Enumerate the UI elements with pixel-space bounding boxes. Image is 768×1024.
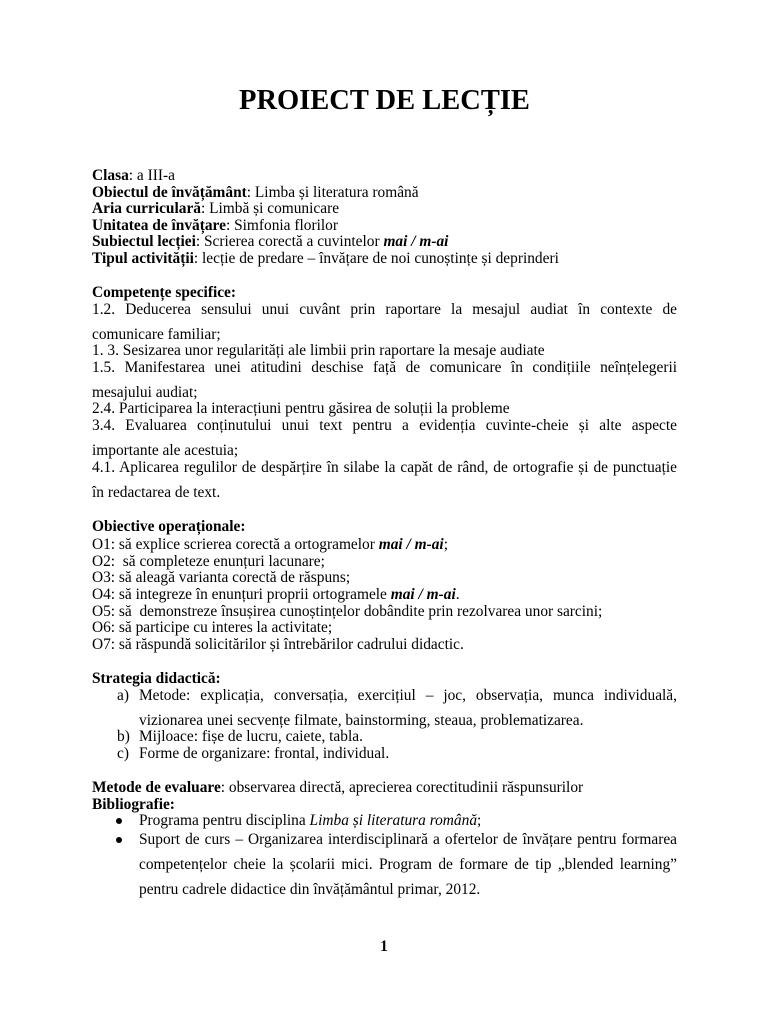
competente-heading: Competențe specifice:: [92, 284, 237, 301]
bullet-icon: [116, 837, 122, 843]
bibliografie-line: pentru cadrele didactice din învățământul primar, 2012.: [139, 881, 481, 899]
info-value: : a III-a: [128, 167, 175, 184]
evaluare-label: Metode de evaluare: [92, 779, 221, 796]
strategie-line: Mijloace: fișe de lucru, caiete, tabla.: [139, 728, 363, 746]
competente-section: [92, 285, 677, 501]
strategie-line: vizionarea unei secvențe filmate, bainstorming, steaua, problematizarea.: [139, 711, 584, 729]
strategie-line: Metode: explicația, conversația, exercițiul – joc, observația, munca individuală,: [139, 686, 677, 704]
page-number: 1: [380, 938, 388, 955]
evaluare-bibliografie-section: [92, 780, 677, 899]
obiectiv-item: [92, 570, 677, 587]
obiectiv-emphasis: mai / m-ai: [390, 585, 456, 603]
competenta-line: mesajului audiat;: [92, 383, 198, 401]
strategie-heading: Strategia didactică:: [92, 670, 221, 687]
info-label: Obiectul de învățământ: [92, 183, 247, 201]
obiectiv-item: [92, 537, 677, 554]
bullet-icon: [116, 818, 122, 824]
obiective-heading: Obiective operaționale:: [92, 518, 246, 535]
bibliografie-item: [92, 832, 677, 899]
obiectiv-item: [92, 554, 677, 571]
info-value: : Limbă și comunicare: [200, 200, 340, 218]
info-value: : Limba și literatura română: [246, 183, 419, 201]
bibliografie-text: Programa pentru disciplina: [139, 812, 310, 830]
obiectiv-text: O3: să aleagă varianta corectă de răspuns;: [92, 569, 351, 587]
info-label: Clasa: [92, 167, 129, 184]
obiectiv-item: [92, 620, 677, 637]
competenta-item: [92, 302, 677, 344]
bibliografie-end: ;: [477, 812, 482, 830]
obiective-section: [92, 519, 677, 654]
evaluare-value: : observarea directă, aprecierea corectitudinii răspunsurilor: [220, 779, 584, 796]
competenta-item: [92, 460, 677, 502]
info-line-unitatea: [92, 218, 677, 235]
info-label: Subiectul lecției: [92, 233, 196, 251]
info-label: Unitatea de învățare: [92, 216, 226, 234]
competenta-line: 1.2. Deducerea sensului unui cuvânt prin raportare la mesajul audiat în contexte de: [92, 300, 677, 318]
obiectiv-text: O5: să demonstreze însușirea cunoștințelor dobândite prin rezolvarea unor sarcini;: [92, 602, 603, 620]
obiectiv-text: O2: să completeze enunțuri lacunare;: [92, 552, 325, 570]
info-emphasis: mai / m-ai: [383, 233, 449, 251]
obiectiv-emphasis: mai / m-ai: [378, 535, 444, 553]
evaluare-line: [92, 780, 677, 797]
obiectiv-text: O6: să participe cu interes la activitate;: [92, 619, 333, 637]
obiectiv-item: [92, 637, 677, 654]
bibliografie-line: Suport de curs – Organizarea interdisciplinară a ofertelor de învățare pentru formarea: [139, 831, 677, 849]
competenta-line: 4.1. Aplicarea regulilor de despărțire în silabe la capăt de rând, de ortografie și de punctuație: [92, 458, 677, 476]
info-label: Tipul activității: [92, 249, 194, 267]
bibliografie-line: competențelor cheie la școlarii mici. Program de formare de tip „blended learning”: [139, 856, 677, 874]
list-marker: b): [117, 728, 130, 746]
competenta-item: [92, 343, 677, 360]
info-value: : Scrierea corectă a cuvintelor: [195, 233, 384, 251]
strategie-item: [92, 688, 677, 730]
strategie-item: [92, 729, 677, 746]
info-value: : lecție de predare – învățare de noi cunoștințe și deprinderi: [193, 249, 559, 267]
obiectiv-text: O1: să explice scrierea corectă a ortogramelor: [92, 535, 379, 553]
list-marker: a): [117, 686, 129, 704]
strategie-section: [92, 671, 677, 762]
competenta-line: 1.5. Manifestarea unei atitudini deschise față de comunicare în condițiile neînțelegerii: [92, 358, 677, 376]
list-marker: c): [117, 744, 129, 762]
competenta-item: [92, 360, 677, 402]
strategie-line: Forme de organizare: frontal, individual.: [139, 744, 390, 762]
bibliografie-item: [92, 813, 677, 830]
obiectiv-text: O7: să răspundă solicitărilor și întrebărilor cadrului didactic.: [92, 635, 464, 653]
obiectiv-end: .: [455, 585, 460, 603]
competenta-item: [92, 401, 677, 418]
document-title: PROIECT DE LECȚIE: [239, 85, 530, 116]
obiectiv-item: [92, 604, 677, 621]
competenta-line: 2.4. Participarea la interacțiuni pentru găsirea de soluții la probleme: [92, 400, 510, 418]
bibliografie-heading: Bibliografie:: [92, 795, 175, 813]
info-line-clasa: [92, 168, 677, 185]
bibliografie-italic: Limba și literatura română: [309, 812, 478, 830]
obiectiv-end: ;: [443, 535, 448, 553]
info-line-aria: [92, 201, 677, 218]
bibliografie-line: [139, 813, 677, 830]
competenta-line: 1. 3. Sesizarea unor regularități ale limbii prin raportare la mesaje audiate: [92, 342, 545, 360]
competenta-line: importante ale acestuia;: [92, 441, 239, 459]
info-line-subiectul: [92, 234, 677, 251]
lesson-info: [92, 168, 677, 268]
obiectiv-item: [92, 587, 677, 604]
competenta-item: [92, 418, 677, 460]
obiectiv-text: O4: să integreze în enunțuri proprii ortogramele: [92, 585, 391, 603]
info-value: : Simfonia florilor: [225, 216, 338, 234]
strategie-item: [92, 746, 677, 763]
info-line-tipul: [92, 251, 677, 268]
competenta-line: comunicare familiar;: [92, 325, 221, 343]
info-line-obiectul: [92, 185, 677, 202]
competenta-line: 3.4. Evaluarea conținutului unui text pentru a evidenția cuvinte-cheie și alte aspecte: [92, 416, 677, 434]
info-label: Aria curriculară: [92, 200, 201, 218]
competenta-line: în redactarea de text.: [92, 483, 221, 501]
